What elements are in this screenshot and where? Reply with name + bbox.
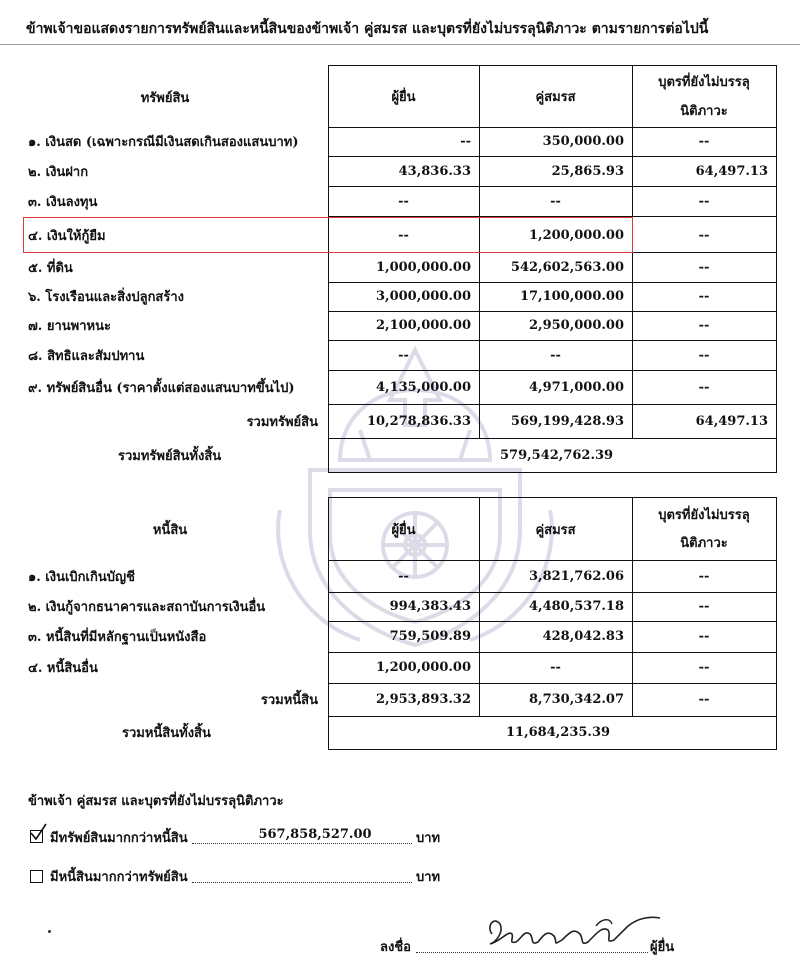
asset-label: ๖. โรงเรือนและสิ่งปลูกสร้าง: [28, 290, 184, 305]
assets-grand-total-row: [0, 438, 800, 472]
liabilities-header-child-line1: บุตรที่ยังไม่บรรลุ: [658, 507, 750, 523]
assets-subtotal-row: [0, 404, 800, 438]
table-row: [0, 370, 800, 404]
asset-spouse-value: 25,865.93: [551, 163, 624, 179]
asset-label: ๓. เงินลงทุน: [28, 194, 98, 210]
asset-label: ๔. เงินให้กู้ยืม: [28, 228, 106, 244]
asset-spouse-value: 17,100,000.00: [519, 289, 624, 304]
assets-header-child-line1: บุตรที่ยังไม่บรรลุ: [658, 74, 750, 90]
liability-filer-value: --: [398, 568, 409, 584]
asset-filer-value: 3,000,000.00: [376, 289, 471, 304]
liability-filer-value: 1,200,000.00: [376, 660, 471, 675]
asset-label: ๙. ทรัพย์สินอื่น (ราคาตั้งแต่สองแสนบาทขึ้นไป): [28, 380, 295, 396]
table-row: [0, 127, 800, 156]
asset-child-value: 64,497.13: [695, 163, 768, 179]
liabilities-subtotal-child: --: [698, 692, 710, 707]
asset-child-value: --: [698, 134, 710, 149]
asset-spouse-value: 2,950,000.00: [529, 318, 624, 333]
scan-speck: [48, 930, 51, 933]
asset-filer-value: 1,000,000.00: [376, 259, 471, 275]
signature-prefix: ลงชื่อ: [380, 940, 411, 955]
asset-filer-value: 2,100,000.00: [376, 318, 471, 333]
asset-label: ๘. สิทธิและสัมปทาน: [28, 348, 145, 364]
liabilities-header-child-line2: นิติภาวะ: [680, 535, 728, 551]
liability-spouse-value: 4,480,537.18: [529, 599, 624, 614]
asset-spouse-value: --: [550, 193, 561, 209]
table-row: [0, 311, 800, 340]
table-row: [0, 592, 800, 621]
asset-child-value: --: [698, 318, 710, 333]
liability-child-value: --: [698, 568, 710, 584]
asset-filer-value: 43,836.33: [398, 163, 471, 179]
table-row: [0, 340, 800, 370]
document-header: ข้าพเจ้าขอแสดงรายการทรัพย์สินและหนี้สินของข้าพเจ้า คู่สมรส และบุตรที่ยังไม่บรรลุนิติภาวะ ตามรายการต่อไปนี้: [26, 21, 709, 37]
asset-label: ๕. ที่ดิน: [28, 260, 73, 276]
liabilities-grand-total-value: 11,684,235.39: [506, 725, 611, 740]
table-row: [0, 621, 800, 652]
liability-label: ๓. หนี้สินที่มีหลักฐานเป็นหนังสือ: [28, 630, 207, 645]
asset-filer-value: 4,135,000.00: [376, 379, 471, 395]
liability-filer-value: 994,383.43: [389, 599, 471, 614]
liabilities-subtotal-filer: 2,953,893.32: [376, 692, 471, 707]
checkbox-debts-more[interactable]: [30, 870, 43, 883]
assets-subtotal-child: 64,497.13: [695, 413, 768, 429]
liability-label: ๑. เงินเบิกเกินบัญชี: [28, 569, 135, 585]
asset-spouse-value: 4,971,000.00: [529, 379, 624, 395]
highlighted-row-box: [23, 217, 633, 253]
option-assets-more-value: 567,858,527.00: [258, 827, 372, 842]
assets-header-child-line2: นิติภาวะ: [680, 103, 728, 119]
liabilities-header-item: หนี้สิน: [152, 522, 188, 538]
liabilities-subtotal-label: รวมหนี้สิน: [260, 693, 318, 708]
summary-intro: ข้าพเจ้า คู่สมรส และบุตรที่ยังไม่บรรลุนิติภาวะ: [28, 794, 284, 809]
assets-header-filer: ผู้ยื่น: [391, 89, 416, 105]
assets-header-spouse: คู่สมรส: [535, 89, 576, 105]
asset-child-value: --: [698, 227, 710, 243]
header-rule: [0, 44, 800, 45]
liability-spouse-value: 428,042.83: [542, 629, 624, 644]
asset-filer-value: --: [398, 227, 409, 243]
asset-child-value: --: [698, 289, 710, 304]
asset-spouse-value: --: [550, 347, 561, 363]
handwritten-signature: [478, 904, 668, 954]
assets-grand-total-label: รวมทรัพย์สินทั้งสิ้น: [118, 448, 222, 464]
liabilities-subtotal-row: [0, 683, 800, 716]
asset-spouse-value: 1,200,000.00: [529, 227, 624, 243]
liability-spouse-value: --: [550, 660, 561, 675]
grid-line: [328, 749, 777, 750]
assets-grand-total-value: 579,542,762.39: [500, 447, 614, 463]
assets-subtotal-filer: 10,278,836.33: [366, 413, 471, 429]
liabilities-header-filer: ผู้ยื่น: [391, 522, 416, 538]
asset-child-value: --: [698, 379, 710, 395]
option-debts-more-label: มีหนี้สินมากกว่าทรัพย์สิน: [50, 870, 188, 885]
liabilities-grand-total-label: รวมหนี้สินทั้งสิ้น: [122, 726, 211, 741]
assets-header-item: ทรัพย์สิน: [140, 90, 190, 106]
grid-line: [328, 497, 777, 498]
asset-label: ๗. ยานพาหนะ: [28, 319, 111, 334]
asset-spouse-value: 350,000.00: [542, 134, 624, 149]
checkmark-icon: [28, 822, 48, 842]
option-debts-more-unit: บาท: [416, 870, 441, 885]
dotted-line: [192, 843, 412, 844]
assets-subtotal-label: รวมทรัพย์สิน: [246, 414, 318, 430]
asset-child-value: --: [698, 259, 710, 275]
asset-label: ๑. เงินสด (เฉพาะกรณีมีเงินสดเกินสองแสนบาท): [28, 135, 299, 150]
liabilities-header-spouse: คู่สมรส: [535, 522, 576, 538]
liability-child-value: --: [698, 660, 710, 675]
grid-line: [328, 65, 777, 66]
table-row: [0, 186, 800, 216]
asset-child-value: --: [698, 347, 710, 363]
asset-filer-value: --: [398, 347, 409, 363]
liability-label: ๒. เงินกู้จากธนาคารและสถาบันการเงินอื่น: [28, 600, 266, 615]
asset-spouse-value: 542,602,563.00: [510, 259, 624, 275]
asset-label: ๒. เงินฝาก: [28, 164, 89, 180]
dotted-line: [192, 882, 412, 883]
liability-filer-value: 759,509.89: [389, 629, 471, 644]
signature-suffix: ผู้ยื่น: [650, 940, 675, 955]
assets-subtotal-spouse: 569,199,428.93: [510, 413, 624, 429]
table-row: [0, 652, 800, 683]
liabilities-subtotal-spouse: 8,730,342.07: [529, 692, 624, 707]
table-row: [0, 156, 800, 186]
table-row: [0, 252, 800, 282]
option-assets-more-unit: บาท: [416, 831, 441, 846]
liability-child-value: --: [698, 599, 710, 614]
liability-child-value: --: [698, 629, 710, 644]
liability-spouse-value: 3,821,762.06: [529, 568, 624, 584]
asset-filer-value: --: [460, 134, 471, 149]
liability-label: ๔. หนี้สินอื่น: [28, 661, 98, 676]
table-row: [0, 282, 800, 311]
asset-child-value: --: [698, 193, 710, 209]
asset-filer-value: --: [398, 193, 409, 209]
grid-line: [328, 472, 777, 473]
table-row: [0, 560, 800, 592]
liabilities-grand-total-row: [0, 716, 800, 749]
option-assets-more-label: มีทรัพย์สินมากกว่าหนี้สิน: [50, 831, 188, 846]
